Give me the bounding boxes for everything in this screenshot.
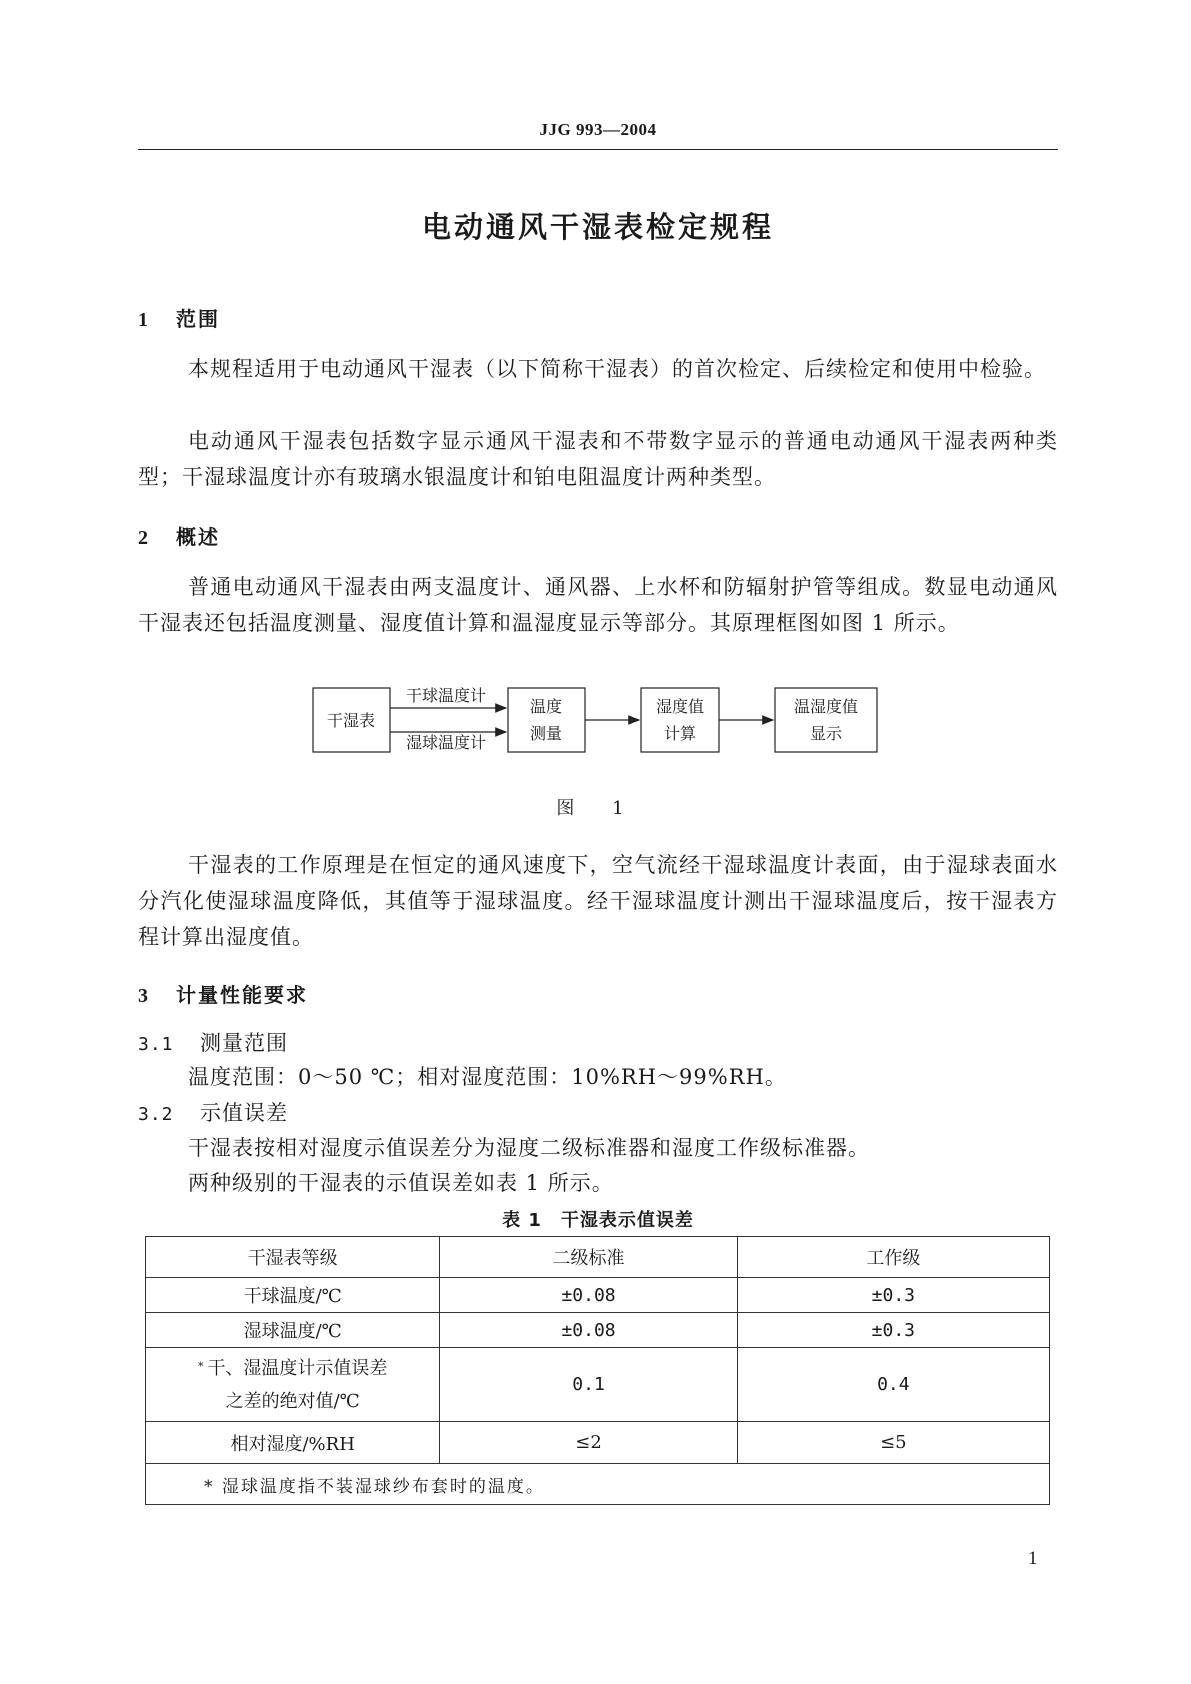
dry-bulb-arrow-label: 干球温度计 (405, 686, 487, 705)
indication-error-text-2: 两种级别的干湿表的示值误差如表 1 所示。 (188, 1171, 614, 1195)
table-row (146, 1422, 1050, 1464)
figure-caption: 图 1 (556, 798, 640, 819)
display-label-2: 显示 (809, 724, 843, 743)
table-row (146, 1313, 1050, 1348)
subsection-3-1-heading (138, 1027, 288, 1057)
working-level-value: 0.4 (737, 1348, 1049, 1422)
row-label: 湿球温度/℃ (146, 1313, 440, 1348)
footnote-marker: * (197, 1359, 204, 1373)
page-number: 1 (1028, 1548, 1038, 1569)
row-label: 干球温度/℃ (146, 1278, 440, 1313)
section-title: 计量性能要求 (176, 983, 308, 1007)
working-level-value: ≤5 (737, 1422, 1049, 1464)
working-level-value: ±0.3 (737, 1313, 1049, 1348)
subsection-number: 3.2 (138, 1104, 174, 1125)
working-level-value: ±0.3 (737, 1278, 1049, 1313)
section-2-paragraph-2: 干湿表的工作原理是在恒定的通风速度下，空气流经干湿球温度计表面，由于湿球表面水分汽化使湿球温度降低，其值等于湿球温度。经干湿球温度计测出干湿球温度后，按干湿表方程计算出湿度值。 (138, 853, 1058, 949)
hygrometer-label: 干湿表 (326, 711, 376, 730)
section-2-paragraph-1: 普通电动通风干湿表由两支温度计、通风器、上水杯和防辐射护管等组成。数显电动通风干湿表还包括温度测量、湿度值计算和温湿度显示等部分。其原理框图如图 1 所示。 (138, 575, 1058, 635)
secondary-standard-value: ±0.08 (440, 1313, 737, 1348)
table-header-cell: 二级标准 (440, 1237, 737, 1278)
table-header-cell: 干湿表等级 (146, 1237, 440, 1278)
temp-measure-label-1: 温度 (529, 697, 563, 716)
subsection-number: 3.1 (138, 1034, 174, 1055)
display-label-1: 温湿度值 (793, 697, 859, 716)
secondary-standard-value: ±0.08 (440, 1278, 737, 1313)
table-caption: 表 1 干湿表示值误差 (502, 1210, 694, 1231)
table-row (146, 1278, 1050, 1313)
standard-code: JJG 993—2004 (539, 120, 657, 139)
indication-error-text-1: 干湿表按相对湿度示值误差分为湿度二级标准器和湿度工作级标准器。 (188, 1136, 870, 1160)
row-label (146, 1348, 440, 1422)
humidity-calc-label-2: 计算 (663, 724, 697, 743)
subsection-title: 测量范围 (200, 1031, 288, 1055)
indication-error-table (145, 1236, 1050, 1505)
section-number: 2 (138, 527, 150, 549)
table-header-row (146, 1237, 1050, 1278)
section-title: 概述 (176, 525, 220, 549)
secondary-standard-value: 0.1 (440, 1348, 737, 1422)
section-1-paragraph-1: 本规程适用于电动通风干湿表（以下简称干湿表）的首次检定、后续检定和使用中检验。 (188, 357, 1046, 381)
section-title: 范围 (176, 307, 220, 331)
measuring-range-text: 温度范围：0～50 ℃；相对湿度范围：10%RH～99%RH。 (188, 1065, 787, 1089)
table-row (146, 1348, 1050, 1422)
humidity-calc-label-1: 湿度值 (655, 697, 705, 716)
temp-measure-label-2: 测量 (529, 724, 563, 743)
section-number: 3 (138, 985, 150, 1007)
secondary-standard-value: ≤2 (440, 1422, 737, 1464)
section-3-heading (138, 979, 308, 1008)
row-label-line-1: 干、湿温度计示值误差 (207, 1357, 388, 1379)
section-number: 1 (138, 309, 150, 331)
section-1-paragraph-2: 电动通风干湿表包括数字显示通风干湿表和不带数字显示的普通电动通风干湿表两种类型；干湿球温度计亦有玻璃水银温度计和铂电阻温度计两种类型。 (138, 429, 1058, 489)
document-title: 电动通风干湿表检定规程 (421, 210, 774, 244)
subsection-3-2-heading (138, 1097, 288, 1127)
wet-bulb-arrow-label: 湿球温度计 (405, 733, 487, 752)
row-label-line-2: 之差的绝对值/℃ (225, 1390, 360, 1412)
table-header-cell: 工作级 (737, 1237, 1049, 1278)
subsection-title: 示值误差 (200, 1101, 288, 1125)
table-note-row (146, 1464, 1050, 1505)
row-label: 相对湿度/%RH (146, 1422, 440, 1464)
table-footnote: * 湿球温度指不装湿球纱布套时的温度。 (146, 1464, 1050, 1505)
